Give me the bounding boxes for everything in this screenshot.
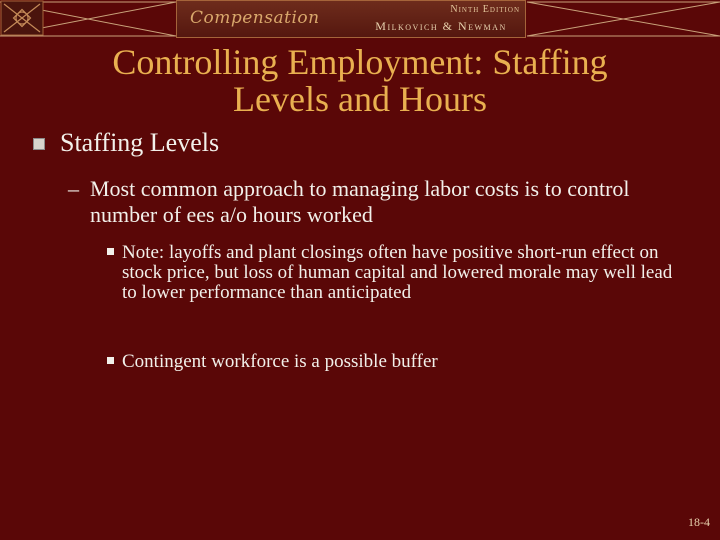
book-emblem-icon bbox=[0, 0, 44, 36]
small-square-bullet-icon bbox=[107, 248, 114, 255]
square-bullet-icon bbox=[33, 138, 45, 150]
small-square-bullet-icon bbox=[107, 357, 114, 364]
book-authors: Milkovich & Newman bbox=[375, 19, 507, 33]
book-edition: Ninth Edition bbox=[450, 4, 520, 15]
dash-marker: – bbox=[68, 176, 79, 201]
slide-title-line2: Levels and Hours bbox=[233, 79, 487, 119]
slide-title bbox=[40, 44, 680, 118]
sub-sub-bullet-text: Note: layoffs and plant closings often have positive short-run effect on stock price, but loss of human capital and lowered morale may well lead to lower performance than anticipated bbox=[122, 242, 673, 303]
header-banner bbox=[0, 0, 720, 40]
book-logo-title: Compensation bbox=[190, 8, 320, 28]
bullet-text: Staffing Levels bbox=[60, 128, 220, 157]
slide-title-line1: Controlling Employment: Staffing bbox=[112, 42, 608, 82]
sub-bullet-text: Most common approach to managing labor costs is to control number of ees a/o hours worked bbox=[90, 176, 630, 227]
sub-sub-bullet-text: Contingent workforce is a possible buffer bbox=[122, 351, 438, 372]
page-number: 18-4 bbox=[688, 515, 710, 529]
